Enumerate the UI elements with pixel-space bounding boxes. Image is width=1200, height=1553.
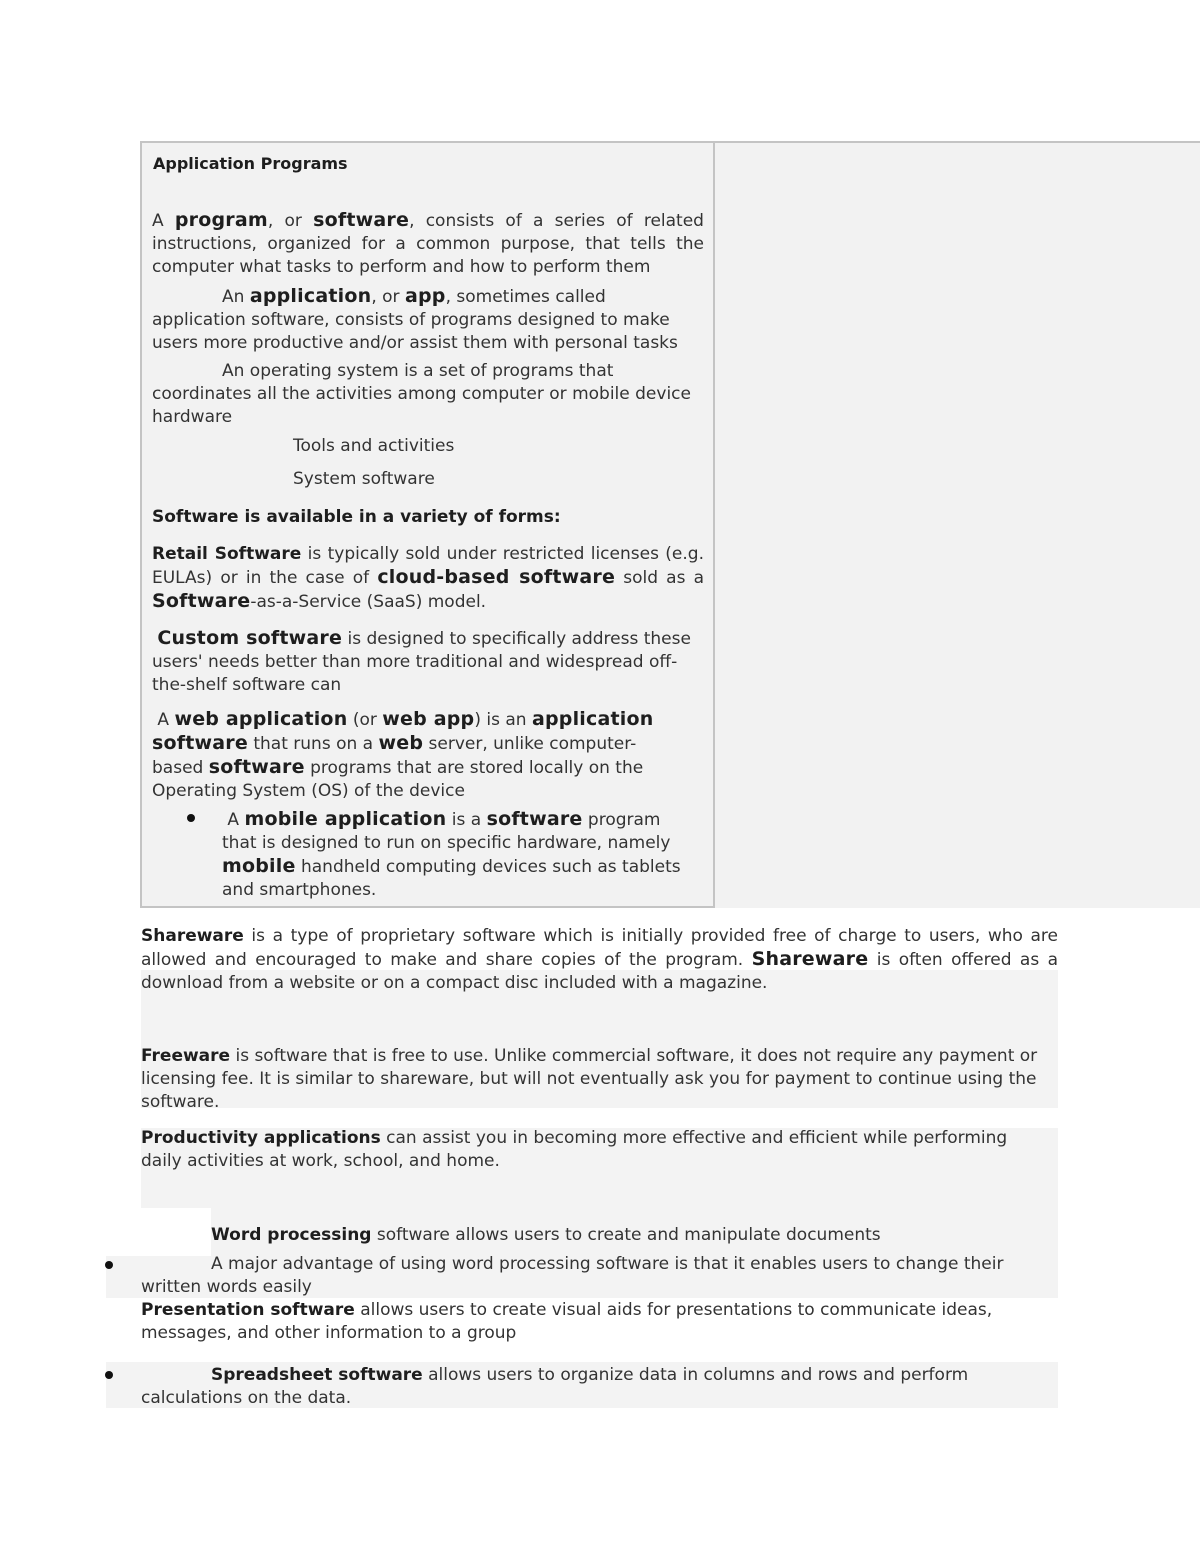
system-software: System software [293,469,435,489]
advantage-line-2: written words easily [141,1277,312,1297]
mobile-application-paragraph: A mobile application is a software program that is designed to run on specific hardware, namely mobile handheld computing devices such as tablets and smartphones. [222,808,681,900]
presentation-paragraph: Presentation software allows users to create visual aids for presentations to communicate ideas, messages, and other information to a group [141,1300,993,1343]
bullet-icon [187,814,195,822]
table-header-left [140,141,715,186]
forms-heading: Software is available in a variety of forms: [152,507,561,527]
shareware-paragraph: Shareware is a type of proprietary software which is initially provided free of charge to users, who are allowed and encouraged to make and share copies of the program. Shareware is often offered as a download from a website or on a compact disc included with a magazine. [141,926,1058,993]
tools-and-activities: Tools and activities [293,436,455,456]
spreadsheet-line-1: Spreadsheet software allows users to organize data in columns and rows and perform [211,1365,969,1385]
table-body-right [715,184,1200,908]
table-title: Application Programs [153,154,348,173]
advantage-line-1: A major advantage of using word processing software is that it enables users to change their [211,1254,1004,1274]
retail-software-paragraph: Retail Software is typically sold under restricted licenses (e.g. EULAs) or in the case of cloud-based software sold as a Software-as-a-Service (SaaS) model. [152,544,704,612]
word-processing-paragraph: Word processing software allows users to create and manipulate documents [211,1225,881,1245]
freeware-paragraph: Freeware is software that is free to use. Unlike commercial software, it does not require any payment or licensing fee. It is similar to shareware, but will not eventually ask you for payment to continue using the software. [141,1046,1038,1112]
table-header-right [715,141,1200,186]
web-application-paragraph: A web application (or web app) is an application software that runs on a web server, unlike computer-based software programs that are stored locally on the Operating System (OS) of the device [152,708,654,801]
spreadsheet-line-2: calculations on the data. [141,1388,352,1408]
productivity-paragraph: Productivity applications can assist you in becoming more effective and efficient while performing daily activities at work, school, and home. [141,1128,1008,1171]
operating-system-definition: An operating system is a set of programs that coordinates all the activities among computer or mobile device hardware [152,361,691,427]
bullet-icon [105,1371,113,1379]
custom-software-paragraph: Custom software is designed to specifically address these users' needs better than more traditional and widespread off-the-shelf software can [152,627,691,695]
program-definition: A program, or software, consists of a series of related instructions, organized for a common purpose, that tells the computer what tasks to perform and how to perform them [152,209,704,277]
bullet-icon [105,1261,113,1269]
application-definition: An application, or app, sometimes called application software, consists of programs designed to make users more productive and/or assist them with personal tasks [152,285,678,353]
